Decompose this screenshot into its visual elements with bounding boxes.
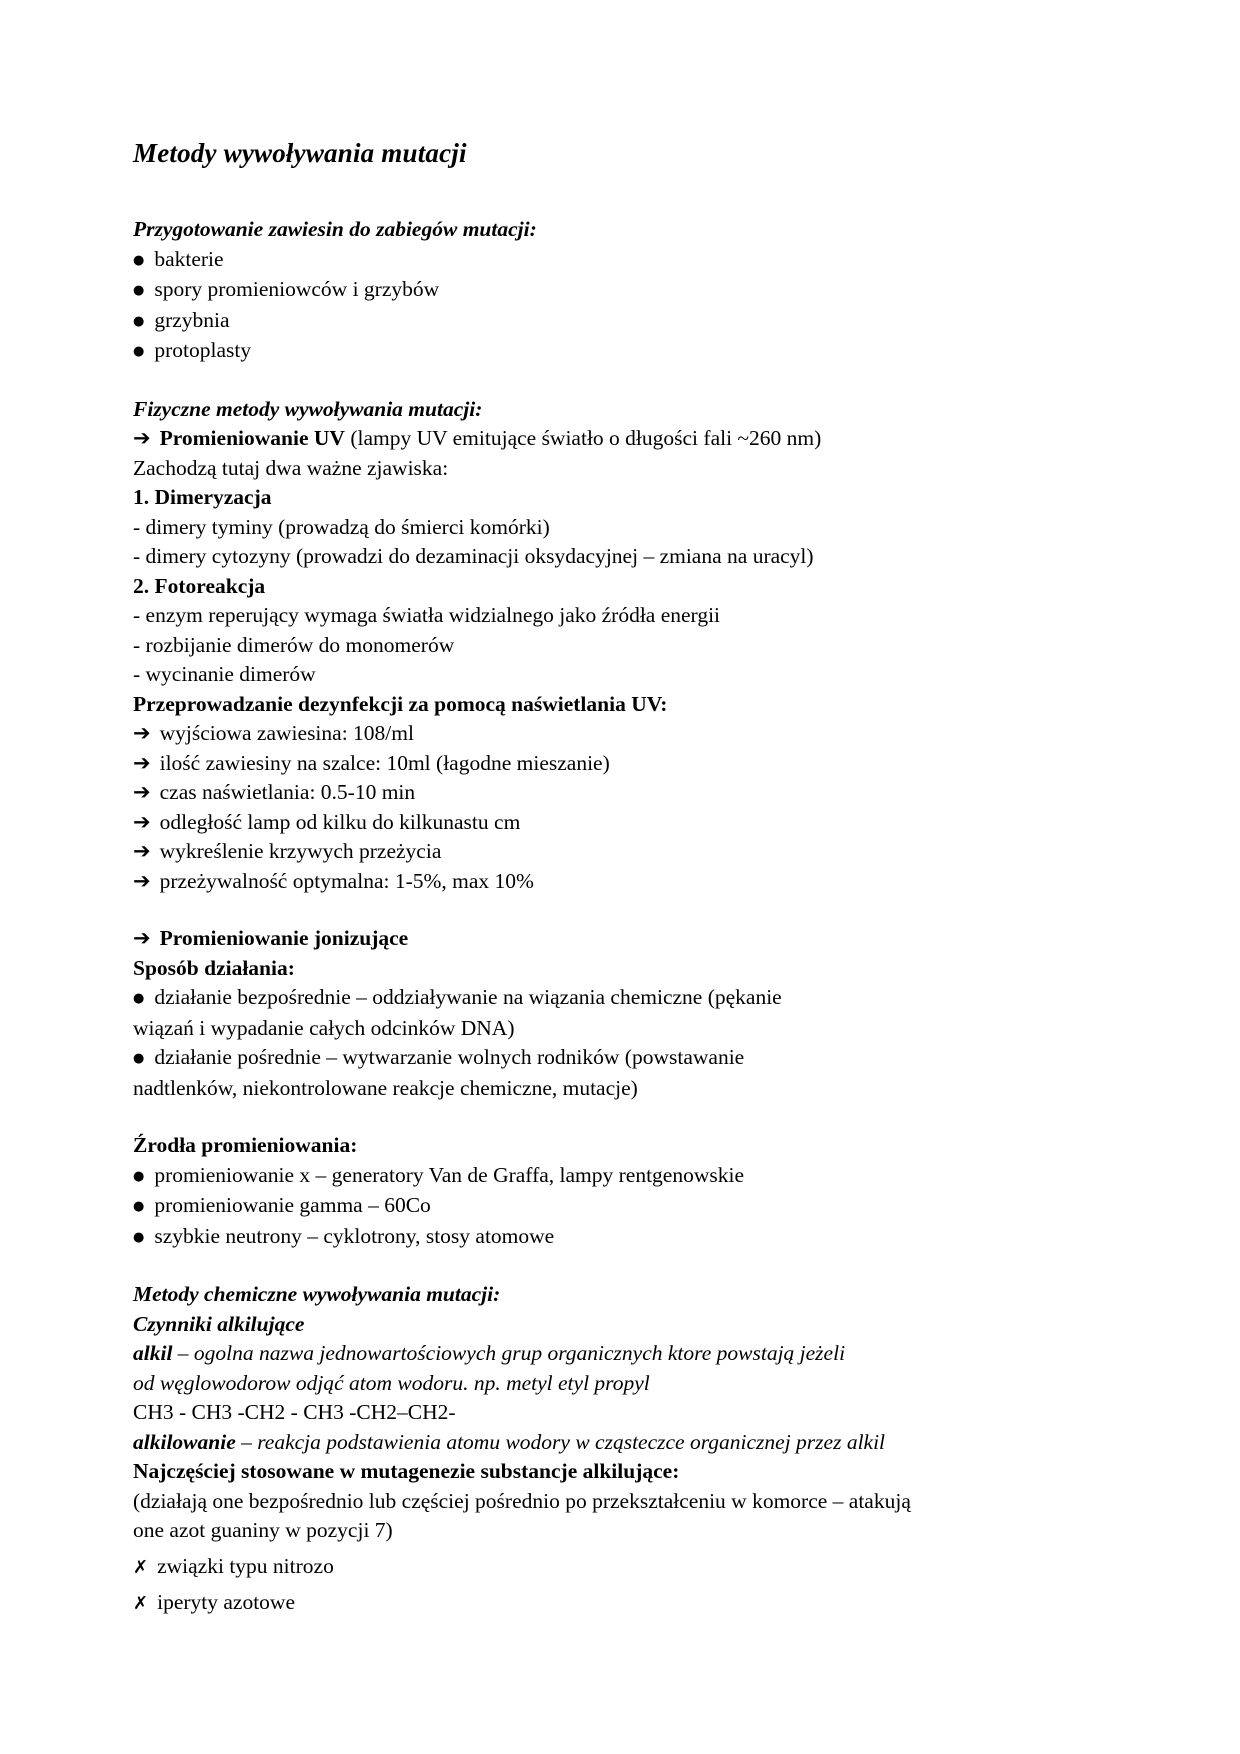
bullet-item [133, 983, 1200, 1014]
text-segment: CH3 - CH3 -CH2 - CH3 -CH2–CH2- [133, 1400, 456, 1424]
arrow-item [133, 808, 1200, 838]
bullet-marker-icon: ● [133, 1051, 145, 1066]
text-segment: odległość lamp od kilku do kilkunastu cm [159, 809, 521, 834]
text-line [133, 1516, 1200, 1546]
text-segment: Metody chemiczne wywoływania mutacji: [133, 1282, 501, 1306]
text-segment: wyjściowa zawiesina: 108/ml [159, 721, 414, 745]
text-segment: protoplasty [154, 338, 252, 362]
arrow-marker-icon: ➔ [133, 721, 151, 745]
text-segment: przeżywalność optymalna: 1-5%, max 10% [159, 868, 534, 893]
text-segment: – ogolna nazwa jednowartościowych grup organicznych ktore powstają jeżeli [172, 1341, 846, 1365]
bullet-marker-icon: ● [133, 1199, 145, 1214]
text-segment: - rozbijanie dimerów do monomerów [133, 632, 455, 657]
x-marker-icon: ✗ [133, 1556, 149, 1578]
dash-item [133, 601, 1200, 631]
bullet-item [133, 245, 1200, 276]
text-segment: (lampy UV emitujące światło o długości fali ~260 nm) [344, 426, 822, 450]
text-segment: - wycinanie dimerów [133, 662, 316, 686]
text-segment: – reakcja podstawienia atomu wodory w cząsteczce organicznej przez alkil [235, 1429, 886, 1454]
text-segment: one azot guaniny w pozycji 7) [133, 1518, 393, 1542]
text-segment: działanie pośrednie – wytwarzanie wolnych rodników (powstawanie [154, 1045, 745, 1069]
text-segment: Najczęściej stosowane w mutagenezie substancje alkilujące: [133, 1459, 680, 1483]
arrow-marker-icon: ➔ [133, 868, 151, 893]
text-segment: Przeprowadzanie dezynfekcji za pomocą naświetlania UV: [133, 691, 668, 716]
text-segment: bakterie [154, 246, 224, 271]
bullet-item [133, 1222, 1200, 1253]
arrow-item [133, 719, 1200, 749]
document-body [133, 215, 1200, 1619]
text-segment: Fizyczne metody wywoływania mutacji: [133, 396, 483, 421]
subheading-zrodla-promieniowania [133, 1131, 1200, 1161]
arrow-marker-icon: ➔ [133, 839, 151, 863]
text-line [133, 1487, 1200, 1517]
bullet-marker-icon: ● [133, 313, 145, 329]
bullet-item [133, 1161, 1200, 1192]
text-segment: czas naświetlania: 0.5-10 min [159, 780, 416, 804]
definition-alkil-cont [133, 1369, 1200, 1399]
text-segment: iperyty azotowe [157, 1590, 295, 1614]
text-segment: - dimery tyminy (prowadzą do śmierci komórki) [133, 514, 550, 539]
text-segment: ilość zawiesiny na szalce: 10ml (łagodne mieszanie) [159, 750, 610, 775]
section-heading-fizyczne [133, 395, 1200, 425]
text-segment: związki typu nitrozo [157, 1553, 334, 1578]
arrow-item [133, 867, 1200, 897]
subheading-dezynfekcja [133, 690, 1200, 720]
definition-alkilowanie [133, 1428, 1200, 1458]
arrow-item-promieniowanie-jonizujace [133, 924, 1200, 954]
bullet-item [133, 336, 1200, 367]
section-heading-chemiczne [133, 1280, 1200, 1310]
text-segment: promieniowanie x – generatory Van de Graffa, lampy rentgenowskie [154, 1162, 745, 1187]
text-segment: nadtlenków, niekontrolowane reakcje chemiczne, mutacje) [133, 1075, 638, 1100]
arrow-marker-icon: ➔ [133, 750, 151, 775]
subheading-fotoreakcja [133, 572, 1200, 602]
arrow-marker-icon: ➔ [133, 809, 151, 834]
arrow-item [133, 837, 1200, 867]
section-heading-przygotowanie [133, 215, 1200, 245]
arrow-marker-icon: ➔ [133, 780, 151, 804]
subheading-sposob-dzialania [133, 954, 1200, 984]
arrow-marker-icon: ➔ [133, 426, 151, 450]
bullet-marker-icon: ● [133, 283, 145, 298]
text-segment: Promieniowanie UV [159, 426, 345, 450]
text-segment: Promieniowanie jonizujące [159, 926, 409, 950]
text-segment: Czynniki alkilujące [133, 1311, 305, 1336]
bullet-item [133, 1043, 1200, 1074]
dash-item [133, 542, 1200, 572]
bullet-marker-icon: ● [133, 1168, 145, 1184]
arrow-item [133, 749, 1200, 779]
subheading-substancje-alkilujace [133, 1457, 1200, 1487]
dash-item [133, 631, 1200, 661]
bullet-marker-icon: ● [133, 252, 145, 268]
text-segment: spory promieniowców i grzybów [154, 277, 440, 301]
dash-item [133, 660, 1200, 690]
arrow-marker-icon: ➔ [133, 926, 151, 950]
bullet-item [133, 306, 1200, 337]
x-marker-icon: ✗ [133, 1593, 149, 1614]
text-segment: grzybnia [154, 307, 230, 332]
subheading-dimeryzacja [133, 483, 1200, 513]
text-segment: - enzym reperujący wymaga światła widzialnego jako źródła energii [133, 603, 721, 627]
bullet-item [133, 1191, 1200, 1222]
text-segment: Zachodzą tutaj dwa ważne zjawiska: [133, 455, 449, 480]
formula-line [133, 1398, 1200, 1428]
text-segment: 2. Fotoreakcja [133, 573, 266, 598]
bullet-marker-icon: ● [133, 344, 145, 359]
text-segment: (działają one bezpośrednio lub częściej pośrednio po przekształceniu w komorce – atakują [133, 1488, 911, 1513]
bullet-item [133, 275, 1200, 306]
dash-item [133, 513, 1200, 543]
page-title: Metody wywoływania mutacji [133, 138, 467, 168]
text-segment: Źrodła promieniowania: [133, 1133, 358, 1157]
text-segment: alkilowanie [133, 1429, 236, 1454]
text-segment: szybkie neutrony – cyklotrony, stosy atomowe [154, 1223, 555, 1248]
text-segment: działanie bezpośrednie – oddziaływanie na wiązania chemiczne (pękanie [154, 985, 782, 1009]
text-segment: Przygotowanie zawiesin do zabiegów mutacji: [133, 217, 537, 241]
text-segment: 1. Dimeryzacja [133, 485, 272, 509]
text-segment: od węglowodorow odjąć atom wodoru. np. metyl etyl propyl [133, 1370, 650, 1395]
x-item [133, 1552, 1200, 1583]
text-line [133, 454, 1200, 484]
text-segment: - dimery cytozyny (prowadzi do dezaminacji oksydacyjnej – zmiana na uracyl) [133, 544, 814, 568]
subheading-czynniki-alkilujace [133, 1310, 1200, 1340]
text-line [133, 1074, 1200, 1104]
text-line [133, 1014, 1200, 1044]
x-item [133, 1588, 1200, 1619]
text-segment: Sposób działania: [133, 955, 295, 980]
text-segment: alkil [133, 1341, 173, 1365]
text-segment: wykreślenie krzywych przeżycia [159, 839, 442, 863]
arrow-item [133, 778, 1200, 808]
definition-alkil [133, 1339, 1200, 1369]
bullet-marker-icon: ● [133, 1229, 145, 1245]
arrow-item-promieniowanie-uv [133, 424, 1200, 454]
bullet-marker-icon: ● [133, 991, 145, 1006]
text-segment: wiązań i wypadanie całych odcinków DNA) [133, 1015, 515, 1040]
text-segment: promieniowanie gamma – 60Co [154, 1193, 431, 1217]
